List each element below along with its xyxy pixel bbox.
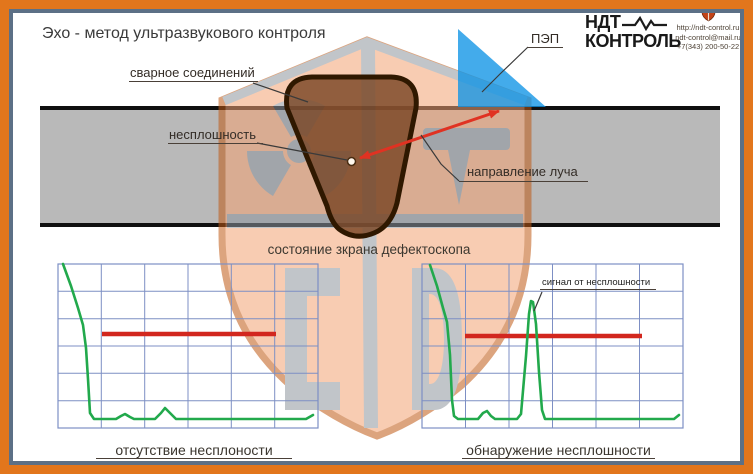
probe-label: ПЭП [527, 31, 563, 48]
flaw-signal-label: сигнал от несплошности [540, 277, 656, 290]
right-chart-caption: обнаружение несплошности [462, 442, 655, 459]
screen-state-caption: состояние зкрана дефектоскопа [267, 242, 471, 257]
signal-leader-line [534, 292, 542, 311]
contact-website: http://ndt-control.ru [676, 23, 740, 32]
flaw-dot [348, 158, 356, 166]
beam-direction-label: направление луча [459, 164, 588, 182]
weld-label: сварное соединений [129, 65, 258, 82]
contact-block [662, 4, 753, 52]
flaw-label: несплошность [168, 127, 263, 144]
contact-email: ndt-control@mail.ru [675, 32, 741, 42]
contact-phone: +7(343) 200-50-22 [676, 42, 740, 51]
left-chart-caption: отсутствие несплоности [96, 442, 292, 459]
logo-text-kontrol: КОНТРОЛЬ [585, 31, 681, 51]
page-title: Эхо - метод ультразвукового контроля [42, 25, 326, 42]
logo-text-ndt: НДТ [585, 12, 621, 32]
mini-shield-icon [701, 4, 716, 22]
